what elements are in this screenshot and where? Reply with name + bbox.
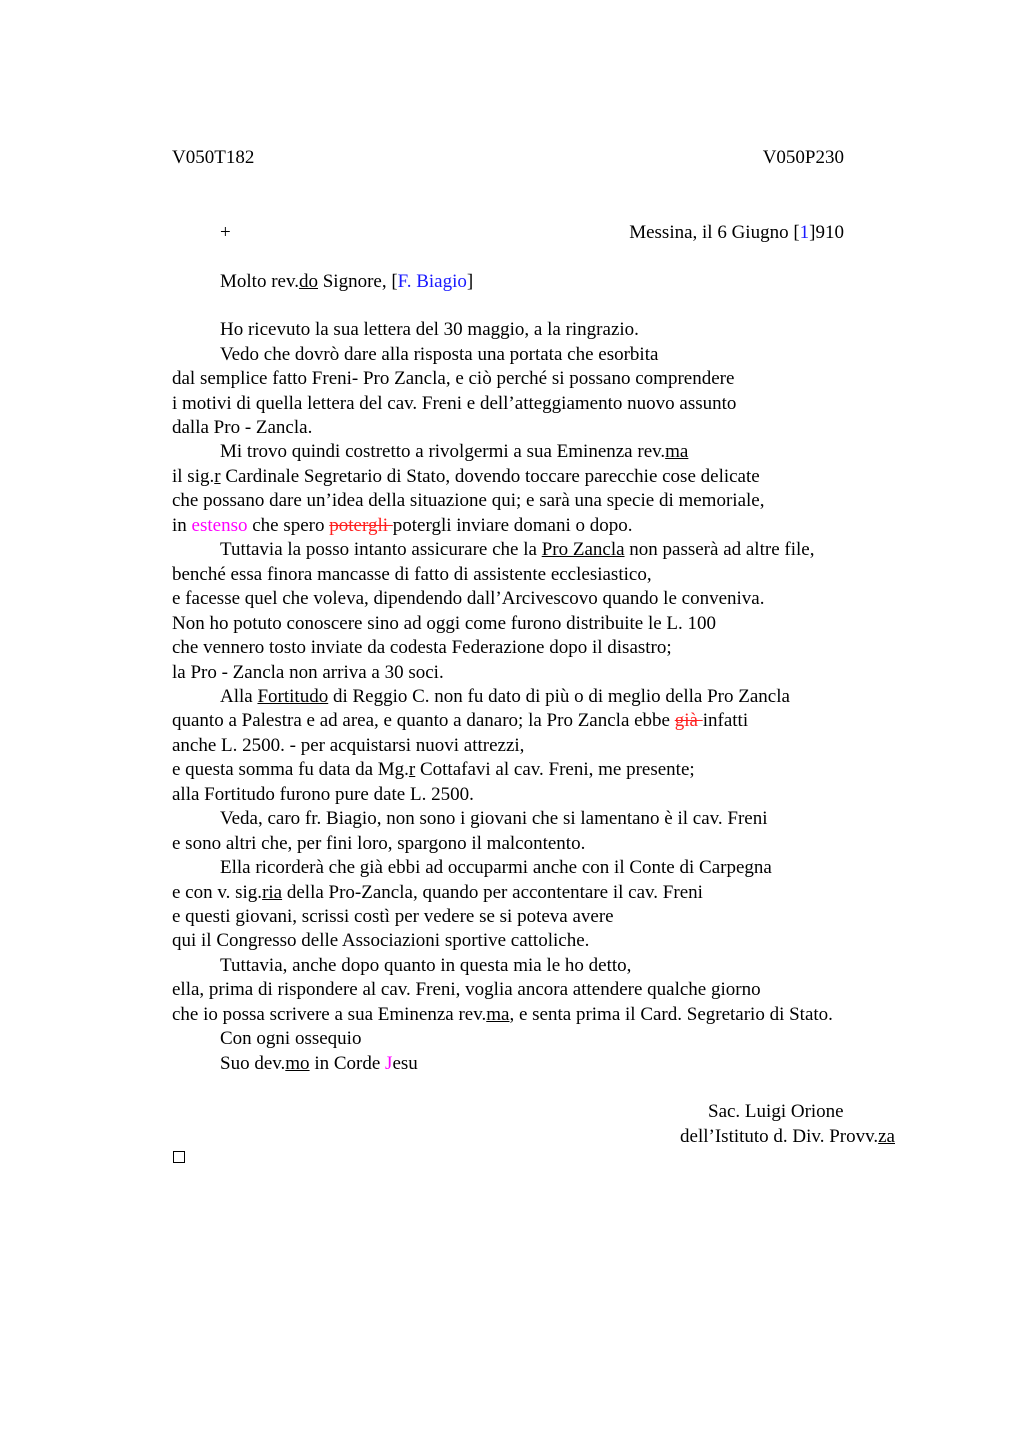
editor-year-digit: 1 <box>799 222 810 243</box>
editor-recipient-name: F. Biagio <box>397 271 467 292</box>
place-date: Messina, il 6 Giugno [1]910 <box>629 222 844 243</box>
body-line: Con ogni ossequio <box>220 1028 362 1049</box>
salutation: Molto rev.do Signore, [F. Biagio] <box>220 271 474 292</box>
body-line: e questi giovani, scrissi costì per vedere se si poteva avere <box>172 906 614 927</box>
body-line: ella, prima di rispondere al cav. Freni, voglia ancora attendere qualche giorno <box>172 979 761 1000</box>
deleted-word: potergli <box>329 515 393 536</box>
body-line: quanto a Palestra e ad area, e quanto a danaro; la Pro Zancla ebbe già infatti <box>172 710 749 731</box>
cross-mark: + <box>220 222 231 243</box>
body-line: Suo dev.mo in Corde Jesu <box>220 1053 418 1074</box>
body-line: alla Fortitudo furono pure date L. 2500. <box>172 784 474 805</box>
body-line: Alla Fortitudo di Reggio C. non fu dato di più o di meglio della Pro Zancla <box>220 686 790 707</box>
end-of-document-box-icon <box>173 1151 185 1163</box>
body-line: che io possa scrivere a sua Eminenza rev.ma, e senta prima il Card. Segretario di Stato. <box>172 1004 833 1025</box>
body-line: la Pro - Zancla non arriva a 30 soci. <box>172 662 444 683</box>
deleted-word: già <box>674 710 703 731</box>
signature-name: Sac. Luigi Orione <box>708 1101 844 1122</box>
body-line: che vennero tosto inviate da codesta Federazione dopo il disastro; <box>172 637 672 658</box>
signature-organization: dell’Istituto d. Div. Provv.za <box>680 1126 895 1147</box>
header-right-code: V050P230 <box>762 147 844 168</box>
body-line: dalla Pro - Zancla. <box>172 417 313 438</box>
body-line: Vedo che dovrò dare alla risposta una portata che esorbita <box>220 344 659 365</box>
body-line: il sig.r Cardinale Segretario di Stato, dovendo toccare parecchie cose delicate <box>172 466 760 487</box>
body-line: Tuttavia, anche dopo quanto in questa mia le ho detto, <box>220 955 632 976</box>
body-line: Non ho potuto conoscere sino ad oggi come furono distribuite le L. 100 <box>172 613 717 634</box>
body-line: e questa somma fu data da Mg.r Cottafavi al cav. Freni, me presente; <box>172 759 695 780</box>
header-left-code: V050T182 <box>172 147 255 168</box>
body-line: anche L. 2500. - per acquistarsi nuovi attrezzi, <box>172 735 525 756</box>
body-line: e facesse quel che voleva, dipendendo dall’Arcivescovo quando le conveniva. <box>172 588 765 609</box>
body-line: che possano dare un’idea della situazione qui; e sarà una specie di memoriale, <box>172 490 765 511</box>
body-line: Ella ricorderà che già ebbi ad occuparmi anche con il Conte di Carpegna <box>220 857 772 878</box>
body-line: qui il Congresso delle Associazioni sportive cattoliche. <box>172 930 590 951</box>
editor-added-letter: J <box>385 1053 393 1074</box>
body-line: Tuttavia la posso intanto assicurare che la Pro Zancla non passerà ad altre file, <box>220 539 815 560</box>
body-line: Veda, caro fr. Biagio, non sono i giovani che si lamentano è il cav. Freni <box>220 808 768 829</box>
body-line: dal semplice fatto Freni- Pro Zancla, e ciò perché si possano comprendere <box>172 368 735 389</box>
body-line: benché essa finora mancasse di fatto di assistente ecclesiastico, <box>172 564 652 585</box>
body-line: e con v. sig.ria della Pro-Zancla, quando per accontentare il cav. Freni <box>172 882 703 903</box>
body-line: in estenso che spero potergli potergli inviare domani o dopo. <box>172 515 633 536</box>
body-line: Ho ricevuto la sua lettera del 30 maggio, a la ringrazio. <box>220 319 639 340</box>
body-line: Mi trovo quindi costretto a rivolgermi a sua Eminenza rev.ma <box>220 441 689 462</box>
body-line: e sono altri che, per fini loro, spargono il malcontento. <box>172 833 586 854</box>
editor-added-word: estenso <box>191 515 248 536</box>
body-line: i motivi di quella lettera del cav. Freni e dell’atteggiamento nuovo assunto <box>172 393 737 414</box>
